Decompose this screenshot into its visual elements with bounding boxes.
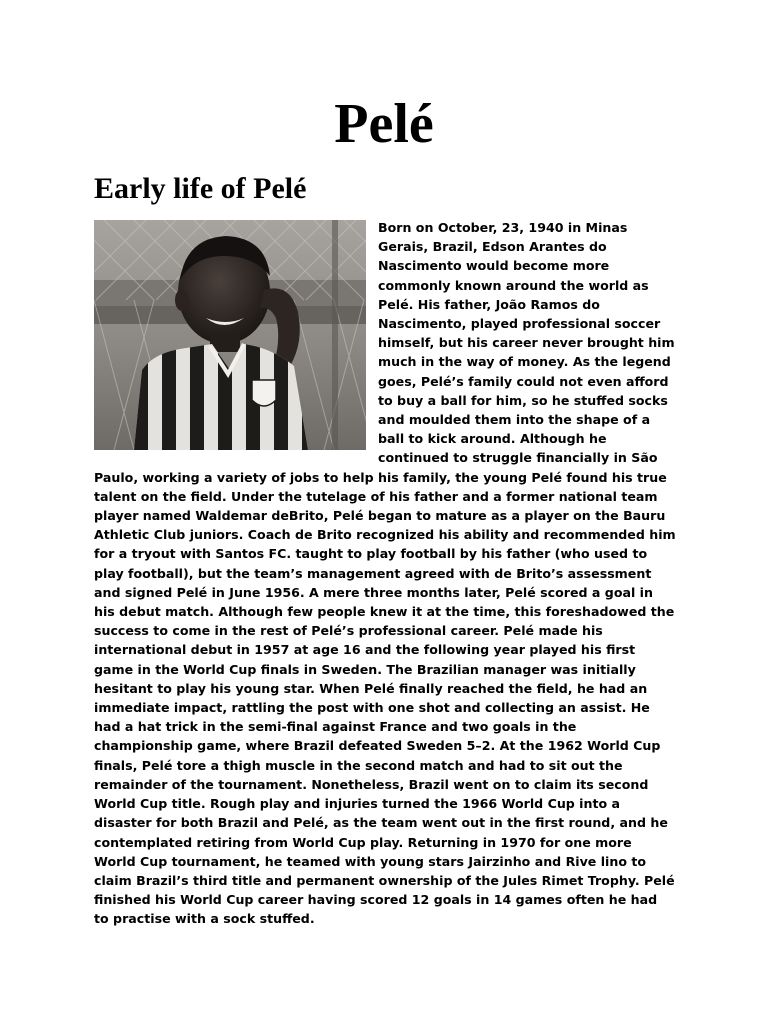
photo-image xyxy=(94,220,366,450)
page-title: Pelé xyxy=(334,93,434,155)
portrait-photo xyxy=(94,220,366,450)
section-heading: Early life of Pelé xyxy=(94,172,307,205)
body-paragraph: Born on October, 23, 1940 in Minas Gerais, Brazil, Edson Arantes do Nascimento would become more commonly known around the world as Pelé. His father, João Ramos do Nascimento, played professional soccer himself, but his career never brought him much in the way of money. As the legend goes, Pelé’s family could not even afford to buy a ball for him, so he stuffed socks and moulded them into the shape of a ball to kick around. Although he continued to struggle financially in São Paulo, working a variety of jobs to help his family, the young Pelé found his true talent on the field. Under the tutelage of his father and a former national team player named Waldemar deBrito, Pelé began to mature as a player on the Bauru Athletic Club juniors. Coach de Brito recognized his ability and recommended him for a tryout with Santos FC. taught to play football by his father (who used to play football), but the team’s management agreed with de Brito’s assessment and signed Pelé in June 1956. A mere three months later, Pelé scored a goal in his debut match. Although few people knew it at the time, this foreshadowed the success to come in the rest of Pelé’s professional career. Pelé made his international debut in 1957 at age 16 and the following year played his first game in the World Cup finals in Sweden. The Brazilian manager was initially hesitant to play his young star. When Pelé finally reached the field, he had an immediate impact, rattling the post with one shot and collecting an assist. He had a hat trick in the semi-final against France and two goals in the championship game, where Brazil defeated Sweden 5–2. At the 1962 World Cup finals, Pelé tore a thigh muscle in the second match and had to sit out the remainder of the tournament. Nonetheless, Brazil went on to claim its second World Cup title. Rough play and injuries turned the 1966 World Cup into a disaster for both Brazil and Pelé, as the team went out in the first round, and he contemplated retiring from World Cup play. Returning in 1970 for one more World Cup tournament, he teamed with young stars Jairzinho and Rive lino to claim Brazil’s third title and permanent ownership of the Jules Rimet Trophy. Pelé finished his World Cup career having scored 12 goals in 14 games often he had to practise with a sock stuffed. xyxy=(94,220,676,927)
body-text-block xyxy=(94,218,676,929)
